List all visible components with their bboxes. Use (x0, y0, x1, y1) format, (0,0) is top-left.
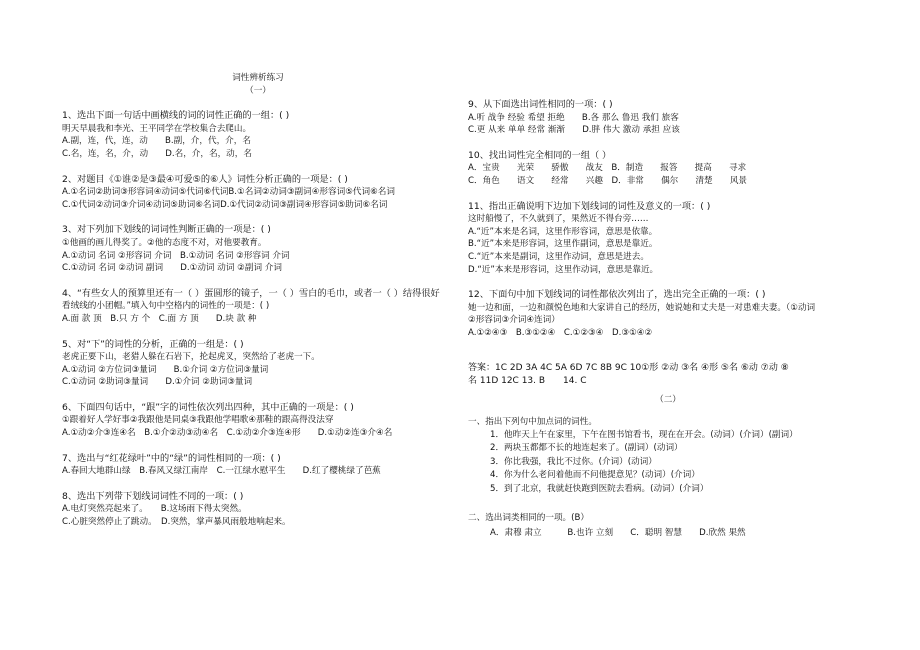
question-line: A.①动词 ②方位词③量词 B.①介词 ②方位词③量词 (62, 364, 269, 375)
question-line: ②形容词③介词④连词） (468, 315, 560, 326)
part-two-item: 2．两块玉都都不长的地连起来了。(副词）(动词） (490, 443, 683, 454)
question-line: ①他画的画儿得奖了。②他的态度不对，对他要教育。 (62, 237, 267, 248)
question-line: C.名，连，名，介，动 D.名，介，名，动，名 (62, 148, 252, 159)
part-one-label: （一） (245, 85, 271, 96)
part-two-q2 (468, 512, 868, 539)
part-two-q1-items (468, 429, 868, 497)
part-two-q1-title: 一、指出下列句中加点词的词性。 (468, 417, 597, 428)
left-question-8 (62, 491, 454, 529)
right-questions (468, 99, 868, 340)
question-line: A.听 战争 经验 希望 拒绝 B.各 那么 鲁迅 我们 旅客 (468, 112, 679, 123)
right-column (468, 86, 868, 539)
left-column (62, 72, 454, 529)
question-line: A.电灯突然亮起来了。 B.这场雨下得太突然。 (62, 504, 247, 515)
question-line: C.更 从来 单单 经常 渐渐 D.胖 伟大 激动 承担 应该 (468, 125, 680, 136)
right-question-4 (468, 289, 868, 339)
part-two-q2-title: 二、选出词类相同的一项。(B） (468, 513, 589, 524)
answer-line-2: 名 11D 12C 13. B 14. C (468, 375, 587, 386)
question-line: C．角色 语文 经常 兴趣 D．非常 偶尔 清楚 风景 (468, 175, 748, 186)
answer-line-1: 答案：1C 2D 3A 4C 5A 6D 7C 8B 9C 10①形 ②动 ③名 ④形 ⑤名 ⑥动 ⑦动 ⑧ (468, 362, 789, 373)
left-questions (62, 110, 454, 528)
question-stem: 12、下面句中加下划线词的词性都依次列出了，选出完全正确的一项：( ) (468, 289, 766, 301)
left-question-4 (62, 288, 454, 326)
left-question-5 (62, 339, 454, 389)
question-line: 看绒线的小团帽。”填入句中空格内的词性的一项是：( ) (62, 301, 270, 312)
question-stem: 6、下面四句话中，“跟”字的词性依次列出四种，其中正确的一项是：( ) (62, 401, 354, 413)
question-line: A.①名词②助词③形容词④动词⑤代词⑥代词B.①名词②动词③副词④形容词⑤代词⑥名词 (62, 187, 395, 198)
left-question-3 (62, 224, 454, 274)
part-two-item: 5．到了北京，我就赶快跑到医院去看病。(动词）(介词） (490, 483, 709, 494)
worksheet-title: 词性辨析练习 (232, 73, 284, 83)
question-line: A.“近”本来是名词，这里作形容词，意思是依靠。 (468, 226, 658, 237)
question-line: A.副，连，代，连，动 B.副，介，代，介，名 (62, 136, 251, 147)
part-two-q2-options: A．肃穆 肃立 B.也许 立刻 C．聪明 智慧 D.欣然 果然 (490, 527, 746, 538)
answer-key (468, 362, 868, 388)
question-line: C.①动词 ②助词③量词 D.①介词 ②助词③量词 (62, 377, 253, 388)
right-question-3 (468, 201, 868, 277)
question-line: 这时船慢了，不久就到了，果然近不得台旁…… (468, 214, 649, 225)
question-stem: 10、找出词性完全相同的一组（ ） (468, 149, 612, 161)
right-question-2 (468, 150, 868, 188)
question-line: ①跟着好人学好事②我跟他是同桌③我跟他学唱歌④那鞋的跟高得没法穿 (62, 415, 334, 426)
question-line: A.春回大地群山绿 B.春风又绿江南岸 C.一江绿水慰平生 D.红了樱桃绿了芭蕉 (62, 466, 381, 477)
left-question-6 (62, 402, 454, 440)
part-two-item: 4．你为什么老问着他而不问他提意见？(动词）(介词） (490, 470, 700, 481)
question-stem: 2、对题目《①谁②是③最④可爱⑤的⑥人》词性分析正确的一项是：( ) (62, 173, 348, 185)
question-line: C.①代词②动词③介词④动词⑤助词⑥名词D.①代词②动词③副词④形容词⑤助词⑥名词 (62, 199, 388, 210)
question-stem: 11、指出正确说明下边加下划线词的词性及意义的一项：( ) (468, 200, 711, 212)
left-question-1 (62, 110, 454, 160)
question-stem: 4、“有些女人的预算里还有一（ ）蛋圆形的镜子，一（ ）雪白的毛巾，或者一（ ）结得很好 (62, 287, 440, 299)
question-line: A.面 款 顶 B.只 方 个 C.面 方 顶 D.块 款 种 (62, 313, 257, 324)
left-question-7 (62, 453, 454, 478)
question-stem: 8、选出下列带下划线词词性不同的一项：( ) (62, 490, 244, 502)
question-line: C.①动词 名词 ②动词 副词 D.①动词 动词 ②副词 介词 (62, 263, 282, 274)
question-line: 她一边和面，一边和颜悦色地和大家讲自己的经历，她说她和丈夫是一对患难夫妻。（①动词 (468, 302, 816, 313)
right-question-1 (468, 99, 868, 137)
question-line: D.“近”本来是形容词，这里作动词，意思是靠近。 (468, 264, 659, 275)
question-stem: 5、对“下”的词性的分析，正确的一组是：( ) (62, 338, 244, 350)
question-line: B.“近”本来是形容词，这里作副词，意思是靠近。 (468, 239, 658, 250)
part-two-q1 (468, 416, 868, 496)
question-line: A.①②④③ B.③①②④ C.①②③④ D.③①④② (468, 327, 653, 338)
question-line: 明天早晨我和李光、王平同学在学校集合去爬山。 (62, 123, 252, 134)
part-two-item: 3．你比我强，我比不过你。(介词）(动词） (490, 456, 657, 467)
question-line: A．宝贵 光荣 骄傲 战友 B．制造 报答 提高 寻求 (468, 163, 747, 174)
part-two-label: （二） (655, 394, 681, 405)
question-stem: 3、对下列加下划线的词词性判断正确的一项是：( ) (62, 224, 271, 236)
question-line: C.心脏突然停止了跳动。 D.突然，掌声暴风雨般地响起来。 (62, 517, 291, 528)
question-line: 老虎正要下山，老猎人躲在石岩下，抡起虎叉，突然给了老虎一下。 (62, 352, 320, 363)
question-stem: 9、从下面选出词性相同的一项：( ) (468, 99, 613, 110)
question-line: A.①动②介③连④名 B.①介②动③动④名 C.①动②介③连④形 D.①动②连③介④名 (62, 428, 393, 439)
question-stem: 7、选出与“红花绿叶”中的“绿”的词性相同的一项：( ) (62, 452, 281, 464)
part-two-item: 1．他昨天上午在家里，下午在图书馆看书，现在在开会。(动词）(介词）(副词） (490, 429, 798, 440)
left-question-2 (62, 174, 454, 212)
question-line: A.①动词 名词 ②形容词 介词 B.①动词 名词 ②形容词 介词 (62, 250, 290, 261)
question-stem: 1、选出下面一句话中画横线的词的词性正确的一组：( ) (62, 110, 290, 122)
question-line: C.“近”本来是副词，这里作动词，意思是进去。 (468, 251, 649, 262)
